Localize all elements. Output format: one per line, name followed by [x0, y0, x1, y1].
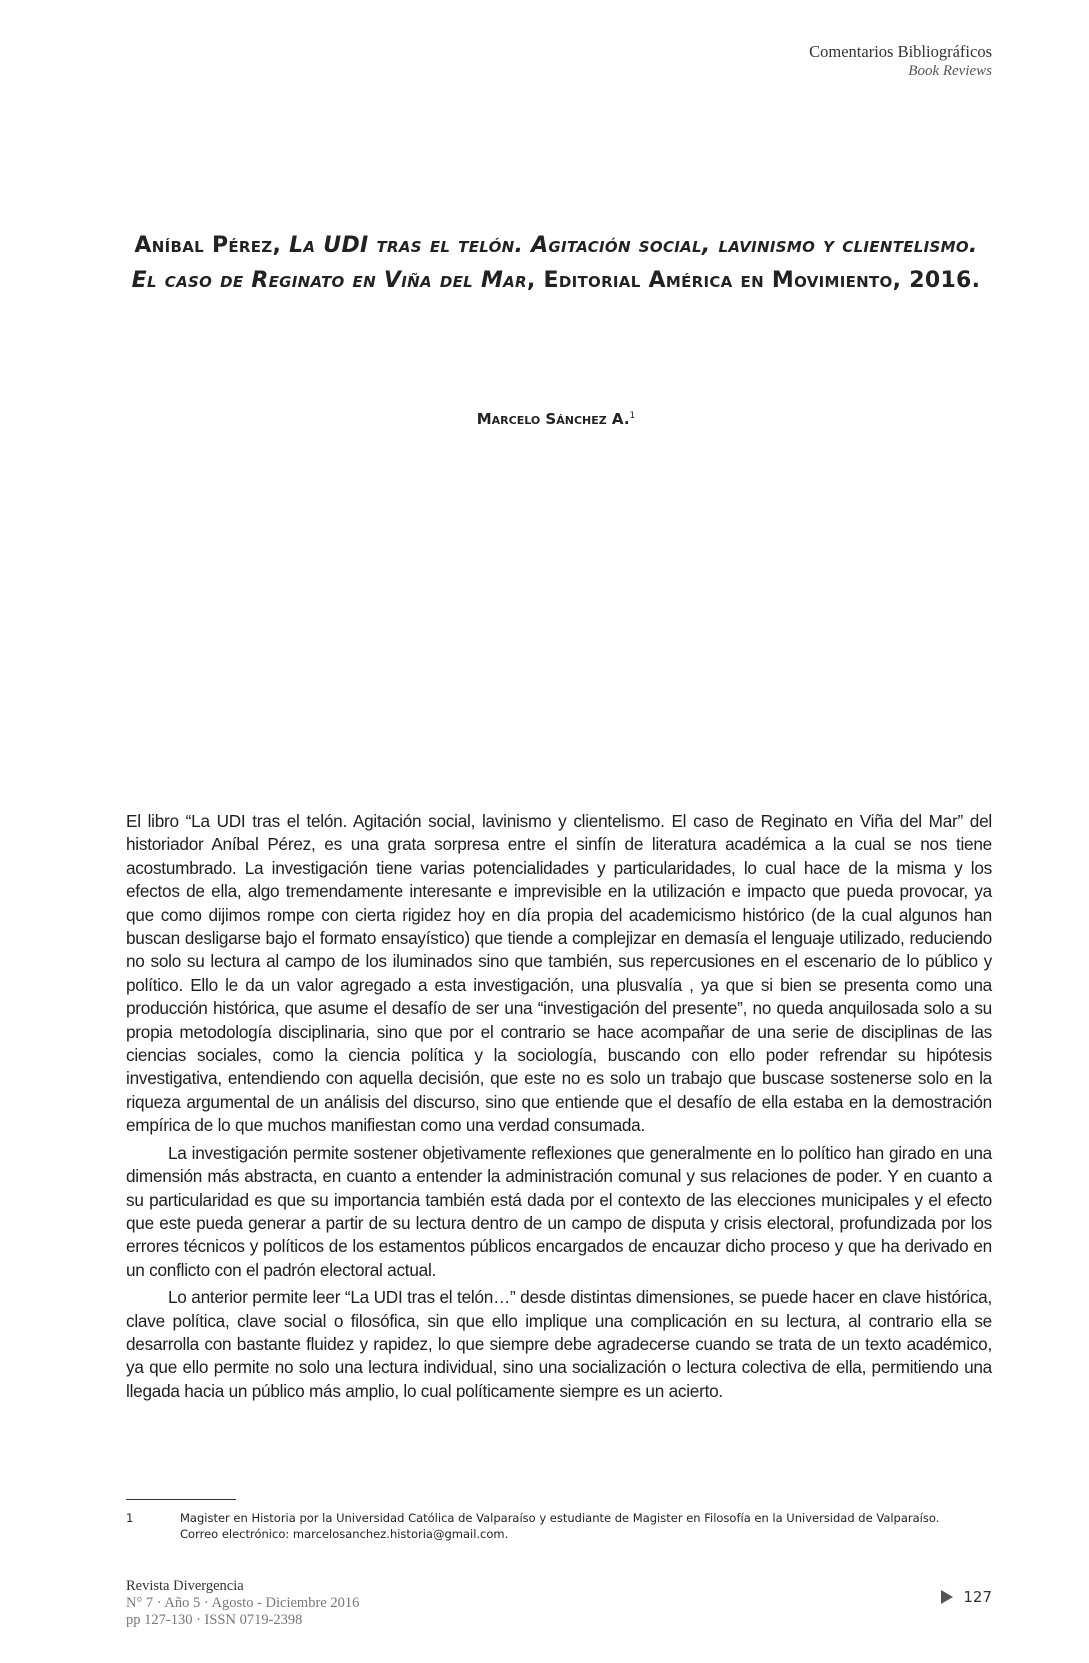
- footnote-number: 1: [126, 1511, 134, 1525]
- page-number: [941, 1588, 992, 1606]
- footnote-divider: [126, 1499, 236, 1500]
- paragraph: El libro “La UDI tras el telón. Agitación social, lavinismo y clientelismo. El caso de Reginato en Viña del Mar” del historiador Aníbal Pérez, es una grata sorpresa entre el sinfín de literatura académica a la cual se nos tiene acostumbrado. La investigación tiene varias potencialidades y particularidades, lo cual hace de la misma y los efectos de ella, algo tremendamente interesante e imprevisible en la utilización e impacto que pueda provocar, ya que como dijimos rompe con cierta rigidez hoy en día propia del academicismo histórico (de la cual algunos han buscan desligarse bajo el formato ensayístico) que tiende a complejizar en demasía el lenguaje utilizado, reduciendo no solo su lectura al campo de los iluminados sino que también, sus repercusiones en el escenario de lo público y político. Ello le da un valor agregado a esta investigación, una plusvalía , ya que si bien se presenta como una producción histórica, que asume el desafío de ser una “investigación del presente”, no queda anquilosada solo a su propia metodología disciplinaria, sino que por el contrario se hace acompañar de una serie de disciplinas de las ciencias sociales, como la ciencia política y la sociología, buscando con ello poder refrendar su hipótesis investigativa, entendiendo con aquella decisión, que este no es solo un trabajo que buscase sostenerse solo en la riqueza argumental de un análisis del discurso, sino que entiende que el desafío de ella estaba en la demostración empírica de lo que muchos manifiestan como una verdad consumada.: [126, 811, 992, 1136]
- running-header: [809, 42, 992, 80]
- section-title: Comentarios Bibliográficos: [809, 42, 992, 61]
- journal-footer: [126, 1578, 359, 1629]
- journal-pages: pp 127-130 · ISSN 0719-2398: [126, 1612, 303, 1628]
- book-publisher: , Editorial América en Movimiento, 2016.: [526, 268, 981, 293]
- footnote-email: Correo electrónico: marcelosanchez.historia@gmail.com.: [180, 1527, 509, 1541]
- reviewer-name-text: Marcelo Sánchez A.: [476, 410, 630, 428]
- section-subtitle: Book Reviews: [908, 63, 992, 79]
- play-triangle-icon: [941, 1590, 953, 1604]
- paragraph: Lo anterior permite leer “La UDI tras el telón…” desde distintas dimensiones, se puede hacer en clave histórica, clave política, clave social o filosófica, sin que ello implique una complicación en su lectura, al contrario ella se desarrolla con bastante fluidez y rapidez, lo que siempre debe agradecerse cuando se trata de un texto académico, ya que ello permite no solo una lectura individual, sino una socialización o lectura colectiva de ella, permitiendo una llegada hacia un público más amplio, lo cual políticamente siempre es un acierto.: [126, 1287, 992, 1401]
- reviewer-name: [120, 410, 992, 428]
- paragraph: La investigación permite sostener objetivamente reflexiones que generalmente en lo político han girado en una dimensión más abstracta, en cuanto a entender la administración comunal y sus relaciones de poder. Y en cuanto a su particularidad es que su importancia también está dada por el contexto de las elecciones municipales y el efecto que este pueda generar a partir de su lectura dentro de un campo de disputa y crisis electoral, profundizada por los errores técnicos y políticos de los estamentos públicos encargados de encauzar dicho proceso y que ha derivado en un conflicto con el padrón electoral actual.: [126, 1142, 992, 1280]
- footnote: [126, 1510, 992, 1542]
- footnote-marker[interactable]: 1: [629, 411, 636, 421]
- book-author: Aníbal Pérez,: [134, 233, 290, 258]
- review-title: [120, 228, 992, 298]
- page-number-text: 127: [963, 1588, 992, 1606]
- book-title: La UDI tras el telón. Agitación social, lavinismo y clientelismo. El caso de Reginato en Viña del Mar: [131, 233, 978, 293]
- journal-name: Revista Divergencia: [126, 1578, 244, 1594]
- footnote-line: Magister en Historia por la Universidad Católica de Valparaíso y estudiante de Magister en Filosofía en la Universidad de Valparaíso.: [180, 1511, 940, 1525]
- journal-issue: N° 7 · Año 5 · Agosto - Diciembre 2016: [126, 1595, 360, 1611]
- review-body: [126, 810, 992, 1407]
